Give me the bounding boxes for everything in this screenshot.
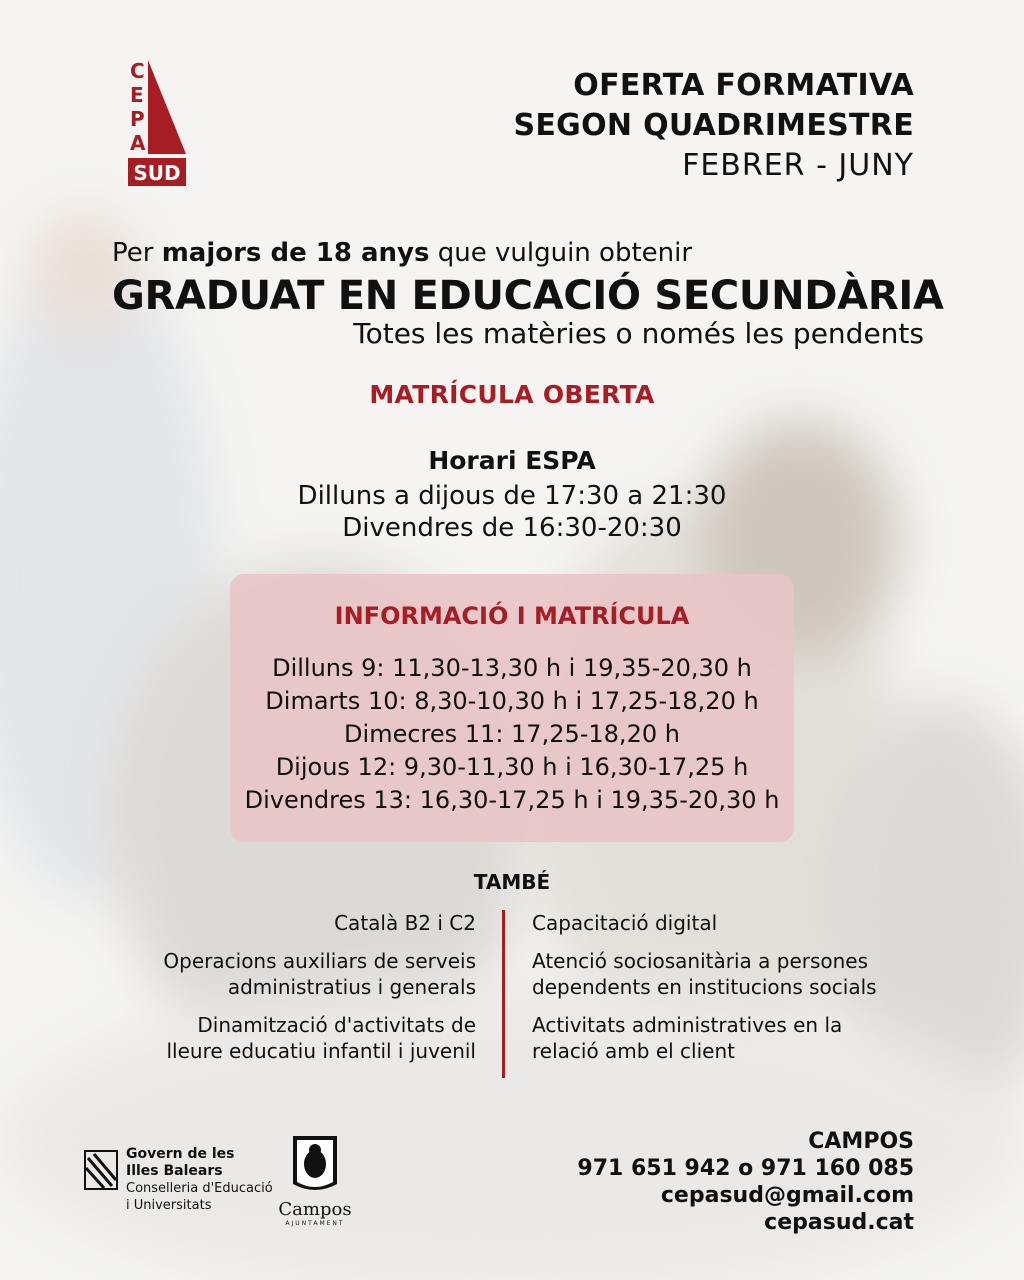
- course-line: Català B2 i C2: [334, 911, 476, 935]
- course-line: lleure educatiu infantil i juvenil: [166, 1039, 476, 1063]
- tambe-left-column: [163, 910, 476, 1076]
- contact-web: cepasud.cat: [764, 1210, 914, 1235]
- intro-line: [112, 236, 692, 270]
- cepa-sud-logo: [128, 58, 190, 188]
- course-item: [163, 910, 476, 936]
- govern-line-1: Govern de les: [126, 1146, 235, 1162]
- logo-letter-e: E: [130, 83, 144, 107]
- tambe-title: TAMBÉ: [473, 870, 551, 894]
- course-item: [532, 910, 877, 936]
- matricula-oberta: MATRÍCULA OBERTA: [369, 380, 655, 409]
- header-line-3: FEBRER - JUNY: [682, 148, 914, 183]
- govern-line-4: i Universitats: [126, 1198, 212, 1213]
- horari-line: Dilluns a dijous de 17:30 a 21:30: [297, 481, 727, 511]
- info-line: Dilluns 9: 11,30-13,30 h i 19,35-20,30 h: [272, 654, 752, 682]
- header-line-2: SEGON QUADRIMESTRE: [513, 108, 914, 143]
- info-line: Dijous 12: 9,30-11,30 h i 16,30-17,25 h: [275, 753, 749, 781]
- info-title: INFORMACIÓ I MATRÍCULA: [334, 602, 690, 630]
- course-item: [532, 948, 877, 1000]
- contact-block: [577, 1128, 914, 1236]
- campos-crest-icon: [289, 1132, 341, 1196]
- logo-letter-c: C: [130, 59, 145, 83]
- logo-letter-p: P: [130, 107, 145, 131]
- campos-logo-sub: AJUNTAMENT: [285, 1220, 345, 1227]
- contact-phones: 971 651 942 o 971 160 085: [577, 1156, 914, 1181]
- info-line: Divendres 13: 16,30-17,25 h i 19,35-20,30 h: [244, 786, 780, 814]
- intro-prefix: Per: [112, 238, 154, 268]
- course-item: [163, 948, 476, 1000]
- tambe-right-column: [532, 910, 877, 1076]
- course-line: relació amb el client: [532, 1039, 735, 1063]
- column-divider: [502, 910, 505, 1078]
- course-line: Atenció sociosanitària a persones: [532, 949, 869, 973]
- govern-line-3: Conselleria d'Educació: [126, 1181, 273, 1196]
- info-box: [230, 574, 794, 842]
- intro-suffix: que vulguin obtenir: [437, 238, 693, 268]
- intro-bold: majors de 18 anys: [161, 238, 430, 268]
- course-item: [163, 1012, 476, 1064]
- course-line: administratius i generals: [227, 975, 476, 999]
- subtitle: Totes les matèries o només les pendents: [353, 317, 924, 350]
- balears-shield-icon: [84, 1150, 118, 1190]
- campos-logo-name: Campos: [278, 1199, 352, 1220]
- header-line-1: OFERTA FORMATIVA: [573, 68, 914, 103]
- course-item: [532, 1012, 877, 1064]
- course-line: Activitats administratives en la: [532, 1013, 843, 1037]
- logo-sud: SUD: [133, 161, 181, 185]
- info-line: Dimecres 11: 17,25-18,20 h: [344, 720, 680, 748]
- header-block: [513, 66, 914, 186]
- campos-logo: [270, 1132, 360, 1227]
- horari-line: Divendres de 16:30-20:30: [342, 513, 682, 543]
- course-line: Capacitació digital: [532, 911, 718, 935]
- course-line: dependents en institucions socials: [532, 975, 877, 999]
- govern-line-2: Illes Balears: [126, 1163, 223, 1179]
- info-line: Dimarts 10: 8,30-10,30 h i 17,25-18,20 h: [265, 687, 759, 715]
- course-line: Operacions auxiliars de serveis: [163, 949, 476, 973]
- contact-town: CAMPOS: [808, 1129, 914, 1154]
- horari-title: Horari ESPA: [428, 446, 596, 475]
- course-line: Dinamització d'activitats de: [197, 1013, 476, 1037]
- contact-email: cepasud@gmail.com: [660, 1183, 914, 1208]
- logo-letter-a: A: [130, 131, 146, 155]
- page-title: GRADUAT EN EDUCACIÓ SECUNDÀRIA: [112, 273, 944, 319]
